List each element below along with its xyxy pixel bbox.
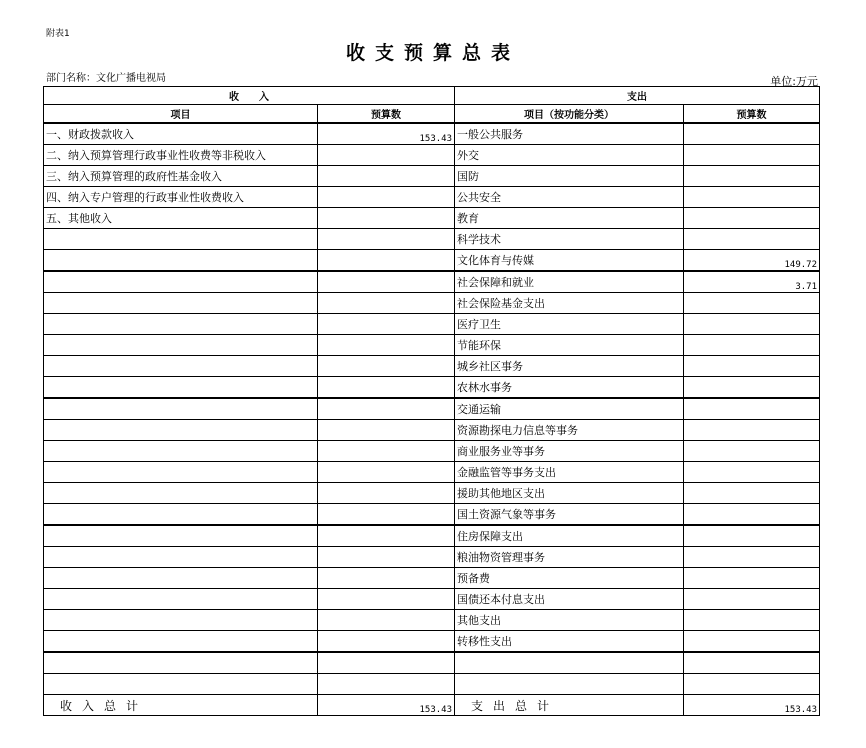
expense-value-cell <box>684 229 820 250</box>
income-value-cell <box>318 166 455 187</box>
income-item-cell <box>44 250 318 272</box>
expense-value-cell <box>684 123 820 145</box>
table-row <box>44 377 820 399</box>
expense-value-cell <box>684 462 820 483</box>
table-row <box>44 674 820 695</box>
income-item-cell: 三、纳入预算管理的政府性基金收入 <box>44 166 318 187</box>
expense-item-cell: 节能环保 <box>455 335 684 356</box>
table-row <box>44 504 820 526</box>
expense-item-cell: 援助其他地区支出 <box>455 483 684 504</box>
income-item-cell <box>44 652 318 674</box>
income-value-cell <box>318 652 455 674</box>
expense-item-cell <box>455 674 684 695</box>
income-item-cell <box>44 271 318 293</box>
income-value-cell <box>318 631 455 653</box>
expense-item-cell: 一般公共服务 <box>455 123 684 145</box>
income-value-cell <box>318 420 455 441</box>
income-value-cell <box>318 504 455 526</box>
expense-item-cell: 文化体育与传媒 <box>455 250 684 272</box>
expense-value-cell <box>684 674 820 695</box>
budget-table <box>43 86 820 716</box>
income-value-cell <box>318 377 455 399</box>
expense-item-cell: 农林水事务 <box>455 377 684 399</box>
expense-item-cell: 转移性支出 <box>455 631 684 653</box>
income-item-cell <box>44 293 318 314</box>
income-section-header: 收 入 <box>44 87 455 105</box>
table-row <box>44 525 820 547</box>
income-item-cell <box>44 525 318 547</box>
expense-item-cell: 社会保障和就业 <box>455 271 684 293</box>
table-row <box>44 229 820 250</box>
income-value-cell <box>318 250 455 272</box>
expense-value-cell <box>684 145 820 166</box>
expense-item-cell: 预备费 <box>455 568 684 589</box>
totals-row <box>44 695 820 716</box>
income-value-cell <box>318 398 455 420</box>
income-value-cell <box>318 335 455 356</box>
expense-value-cell <box>684 610 820 631</box>
income-item-cell <box>44 335 318 356</box>
expense-value-cell <box>684 547 820 568</box>
expense-section-header: 支出 <box>455 87 820 105</box>
income-item-cell <box>44 674 318 695</box>
income-item-cell <box>44 483 318 504</box>
expense-value-cell: 3.71 <box>684 271 820 293</box>
expense-value-cell <box>684 631 820 653</box>
income-total-value: 153.43 <box>318 695 455 716</box>
table-row <box>44 652 820 674</box>
income-value-cell <box>318 356 455 377</box>
table-row <box>44 631 820 653</box>
expense-item-cell: 城乡社区事务 <box>455 356 684 377</box>
income-item-cell <box>44 398 318 420</box>
income-item-cell <box>44 356 318 377</box>
expense-value-cell <box>684 652 820 674</box>
income-value-cell <box>318 208 455 229</box>
table-row <box>44 314 820 335</box>
table-row <box>44 589 820 610</box>
income-item-cell <box>44 610 318 631</box>
income-item-cell: 五、其他收入 <box>44 208 318 229</box>
expense-item-cell: 粮油物资管理事务 <box>455 547 684 568</box>
table-row <box>44 208 820 229</box>
income-item-cell <box>44 547 318 568</box>
income-item-cell <box>44 229 318 250</box>
income-value-cell <box>318 187 455 208</box>
income-item-cell <box>44 314 318 335</box>
expense-item-cell: 教育 <box>455 208 684 229</box>
income-value-cell <box>318 568 455 589</box>
table-row <box>44 166 820 187</box>
expense-item-cell: 资源勘探电力信息等事务 <box>455 420 684 441</box>
income-value-cell <box>318 293 455 314</box>
expense-item-cell: 医疗卫生 <box>455 314 684 335</box>
income-value-cell <box>318 547 455 568</box>
income-item-cell <box>44 631 318 653</box>
table-row <box>44 250 820 272</box>
unit-label: 单位:万元 <box>770 75 818 88</box>
header-row-sections <box>44 87 820 105</box>
income-item-cell: 四、纳入专户管理的行政事业性收费收入 <box>44 187 318 208</box>
income-value-cell <box>318 610 455 631</box>
expense-item-cell: 国防 <box>455 166 684 187</box>
income-budget-header: 预算数 <box>318 105 455 124</box>
expense-item-cell: 住房保障支出 <box>455 525 684 547</box>
expense-item-cell: 外交 <box>455 145 684 166</box>
expense-value-cell <box>684 568 820 589</box>
income-value-cell <box>318 145 455 166</box>
income-item-cell <box>44 377 318 399</box>
income-item-cell: 一、财政拨款收入 <box>44 123 318 145</box>
expense-total-label: 支出总计 <box>455 695 684 716</box>
table-row <box>44 335 820 356</box>
expense-total-value: 153.43 <box>684 695 820 716</box>
table-row <box>44 568 820 589</box>
header-row-columns <box>44 105 820 124</box>
table-row <box>44 547 820 568</box>
table-row <box>44 441 820 462</box>
table-row <box>44 462 820 483</box>
table-row <box>44 187 820 208</box>
income-item-cell <box>44 568 318 589</box>
income-value-cell <box>318 271 455 293</box>
income-value-cell <box>318 483 455 504</box>
table-row <box>44 356 820 377</box>
expense-item-cell: 金融监管等事务支出 <box>455 462 684 483</box>
expense-value-cell <box>684 398 820 420</box>
expense-value-cell <box>684 335 820 356</box>
expense-item-cell: 社会保险基金支出 <box>455 293 684 314</box>
expense-value-cell <box>684 525 820 547</box>
table-row <box>44 123 820 145</box>
expense-value-cell <box>684 314 820 335</box>
expense-value-cell <box>684 356 820 377</box>
expense-value-cell <box>684 589 820 610</box>
expense-item-cell: 公共安全 <box>455 187 684 208</box>
expense-budget-header: 预算数 <box>684 105 820 124</box>
expense-item-cell: 交通运输 <box>455 398 684 420</box>
income-total-label: 收入总计 <box>44 695 318 716</box>
income-value-cell <box>318 441 455 462</box>
expense-value-cell <box>684 504 820 526</box>
income-value-cell <box>318 462 455 483</box>
income-item-cell <box>44 441 318 462</box>
expense-value-cell <box>684 377 820 399</box>
income-item-cell <box>44 462 318 483</box>
income-value-cell <box>318 674 455 695</box>
table-row <box>44 293 820 314</box>
income-value-cell <box>318 589 455 610</box>
table-row <box>44 398 820 420</box>
income-value-cell: 153.43 <box>318 123 455 145</box>
income-value-cell <box>318 525 455 547</box>
table-row <box>44 610 820 631</box>
attachment-note: 附表1 <box>46 29 70 39</box>
expense-value-cell <box>684 208 820 229</box>
expense-value-cell <box>684 293 820 314</box>
expense-item-cell <box>455 652 684 674</box>
expense-item-cell: 国土资源气象等事务 <box>455 504 684 526</box>
table-row <box>44 271 820 293</box>
income-value-cell <box>318 314 455 335</box>
expense-value-cell <box>684 166 820 187</box>
expense-value-cell <box>684 441 820 462</box>
table-row <box>44 145 820 166</box>
page-title: 收支预算总表 <box>345 42 520 64</box>
income-item-cell <box>44 589 318 610</box>
income-item-header: 项目 <box>44 105 318 124</box>
expense-value-cell <box>684 187 820 208</box>
income-item-cell <box>44 420 318 441</box>
expense-item-header: 项目（按功能分类） <box>455 105 684 124</box>
expense-value-cell <box>684 420 820 441</box>
expense-item-cell: 科学技术 <box>455 229 684 250</box>
expense-value-cell <box>684 483 820 504</box>
expense-item-cell: 国债还本付息支出 <box>455 589 684 610</box>
expense-value-cell: 149.72 <box>684 250 820 272</box>
expense-item-cell: 商业服务业等事务 <box>455 441 684 462</box>
expense-item-cell: 其他支出 <box>455 610 684 631</box>
income-item-cell <box>44 504 318 526</box>
table-row <box>44 420 820 441</box>
table-row <box>44 483 820 504</box>
department-name: 部门名称：文化广播电视局 <box>46 73 166 84</box>
income-value-cell <box>318 229 455 250</box>
income-item-cell: 二、纳入预算管理行政事业性收费等非税收入 <box>44 145 318 166</box>
